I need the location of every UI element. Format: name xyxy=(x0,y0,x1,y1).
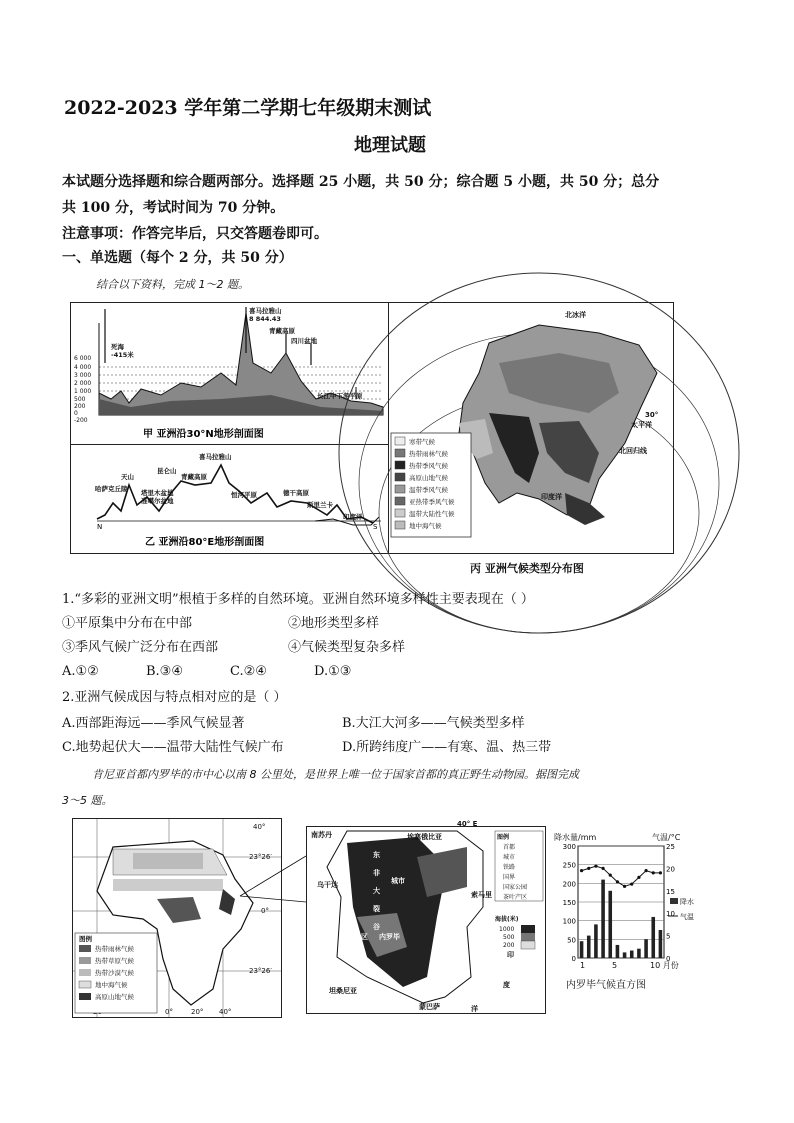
kenya-ocean: 度 xyxy=(503,981,510,989)
bing-label-indian-ocean: 印度洋 xyxy=(541,493,562,501)
bing-legend-item: 温带季风气候 xyxy=(409,486,448,494)
left-tick: 50 xyxy=(567,936,576,945)
jia-ytick: 500 xyxy=(74,396,86,403)
africa-legend-item: 高原山地气候 xyxy=(95,993,134,1001)
bing-label-arctic: 北冰洋 xyxy=(565,311,586,319)
q2-option-c: C.地势起伏大——温带大陆性气候广布 xyxy=(62,740,284,755)
jia-ytick: 2 000 xyxy=(74,380,92,387)
legend-swatch xyxy=(395,497,405,505)
jia-label-himalaya: 喜马拉雅山 xyxy=(249,307,282,315)
bing-label-30deg: 30° xyxy=(645,411,659,419)
legend-swatch xyxy=(395,461,405,469)
figure-africa-climate-map xyxy=(72,818,282,1018)
intro-line-1: 本试题分选择题和综合题两部分。选择题 25 小题，共 50 分；综合题 5 小题，共 50 分；总分 xyxy=(62,174,660,190)
figure-bing-asia-climate-map xyxy=(388,302,674,554)
legend-swatch xyxy=(395,485,405,493)
bing-legend-item: 亚热带季风气候 xyxy=(409,498,455,506)
africa-lon: 40° xyxy=(219,1008,232,1016)
right-tick: 10 xyxy=(666,910,675,919)
yi-label-deccan: 德干高原 xyxy=(283,489,309,497)
yi-label-tianshan: 天山 xyxy=(121,473,134,481)
chart-right-label: 气温/°C xyxy=(652,833,681,842)
jia-ytick: 200 xyxy=(74,403,86,410)
africa-map-svg xyxy=(73,819,281,1017)
legend-swatch xyxy=(395,449,405,457)
africa-legend-item: 地中海气候 xyxy=(95,981,128,989)
africa-legend-item: 热带草原气候 xyxy=(95,957,134,965)
q1-choice-c: C.②④ xyxy=(230,664,267,679)
group1-intro: 结合以下资料，完成 1～2 题。 xyxy=(96,278,249,291)
jia-ytick: 3 000 xyxy=(74,372,92,379)
precip-bar xyxy=(637,949,641,958)
africa-legend-item: 热带雨林气候 xyxy=(95,945,134,953)
bing-caption: 丙 亚洲气候类型分布图 xyxy=(470,562,584,575)
left-tick: 200 xyxy=(562,880,576,889)
yi-label-junggar: 准噶尔盆地 xyxy=(141,497,174,505)
q2-stem: 2.亚洲气候成因与特点相对应的是（ ） xyxy=(62,690,287,705)
connector-lines xyxy=(236,852,310,906)
right-tick: 5 xyxy=(666,932,671,941)
kenya-country: 坦桑尼亚 xyxy=(329,987,357,995)
bing-legend-item: 温带大陆性气候 xyxy=(409,510,455,518)
rift-char: 非 xyxy=(373,869,380,877)
bing-map-svg xyxy=(389,303,673,553)
yi-label-indian-ocean: 印度洋 xyxy=(343,513,363,521)
kenya-country: 埃塞俄比亚 xyxy=(407,833,442,841)
rift-char: 裂 xyxy=(373,905,380,913)
right-tick: 20 xyxy=(666,865,675,874)
africa-lat: 23°26′ xyxy=(249,967,272,975)
kenya-legend-item: 首都 xyxy=(503,844,516,851)
figure-kenya-map xyxy=(306,820,546,1014)
legend-swatch xyxy=(395,521,405,529)
kenya-place-mombasa: 蒙巴萨 xyxy=(419,1003,440,1011)
section-heading: 一、单选题（每个 2 分，共 50 分） xyxy=(62,250,293,266)
yi-label-sri-lanka: 斯里兰卡 xyxy=(307,501,333,509)
yi-axis-s: S xyxy=(373,523,378,531)
africa-legend-item: 热带沙漠气候 xyxy=(95,969,134,977)
bing-label-tropic: 北回归线 xyxy=(619,447,647,455)
right-tick: 15 xyxy=(666,887,675,896)
chart-legend: 气温 xyxy=(680,913,694,921)
precip-bar xyxy=(651,917,655,958)
kenya-legend-title: 图例 xyxy=(497,834,510,841)
chart-caption: 内罗毕气候直方图 xyxy=(566,980,646,991)
jia-ytick: 0 xyxy=(74,410,78,417)
notice: 注意事项：作答完毕后，只交答题卷即可。 xyxy=(62,226,328,242)
legend-swatch xyxy=(79,957,91,964)
yi-label-tibet: 青藏高原 xyxy=(181,473,207,481)
kenya-place-tea: 茶叶区 xyxy=(347,933,368,941)
q1-choice-d: D.①③ xyxy=(314,664,352,679)
q2-option-b: B.大江大河多——气候类型多样 xyxy=(342,716,525,731)
jia-ytick: 6 000 xyxy=(74,355,92,362)
chart-legend: 降水 xyxy=(680,898,694,906)
exam-title: 2022-2023 学年第二学期七年级期末测试 xyxy=(64,97,432,119)
intro-line-2: 共 100 分，考试时间为 70 分钟。 xyxy=(62,200,285,216)
q1-option-1: ①平原集中分布在中部 xyxy=(62,616,193,631)
legend-swatch xyxy=(79,981,91,988)
chart-left-label: 降水量/mm xyxy=(554,833,597,842)
kenya-elev: 200 xyxy=(503,942,515,949)
right-tick: 25 xyxy=(666,843,675,851)
q2-option-d: D.所跨纬度广——有寒、温、热三带 xyxy=(342,740,552,755)
bing-legend-item: 高原山地气候 xyxy=(409,474,448,482)
left-tick: 0 xyxy=(571,955,576,963)
kenya-country: 索马里 xyxy=(471,891,492,899)
left-tick: 150 xyxy=(562,899,576,907)
bing-legend-item: 寒带气候 xyxy=(409,438,435,446)
q2-option-a: A.西部距海远——季风气候显著 xyxy=(62,716,245,731)
precip-bar xyxy=(594,924,598,958)
chart-x-tick: 1 xyxy=(580,961,586,970)
group2-intro-line-1: 肯尼亚首都内罗毕的市中心以南 8 公里处，是世界上唯一位于国家首都的真正野生动物园。据图完成 xyxy=(92,768,579,781)
jia-label-tibet-plateau: 青藏高原 xyxy=(269,327,295,335)
kenya-country: 南苏丹 xyxy=(311,831,332,839)
yi-label-himalaya: 喜马拉雅山 xyxy=(199,453,232,461)
legend-swatch xyxy=(79,969,91,976)
kenya-ocean: 印 xyxy=(507,951,514,959)
precip-bar xyxy=(580,941,584,958)
kenya-elev-title: 海拔(米) xyxy=(495,916,519,923)
precip-bar xyxy=(616,945,620,958)
precip-bar xyxy=(644,939,648,958)
precip-bar xyxy=(587,936,591,958)
rift-char: 大 xyxy=(373,887,380,895)
jia-label-depth: -415米 xyxy=(111,351,134,359)
precip-bar xyxy=(608,891,612,958)
kenya-legend-item: 国界 xyxy=(503,874,516,881)
rift-char: 谷 xyxy=(373,923,380,931)
legend-swatch xyxy=(395,437,405,445)
left-tick: 250 xyxy=(562,861,576,870)
yi-profile-svg xyxy=(71,445,389,553)
kenya-ocean: 洋 xyxy=(471,1005,478,1013)
nairobi-climate-chart xyxy=(552,830,696,998)
kenya-top-label: 40° E xyxy=(457,820,478,828)
precip-bar xyxy=(601,880,605,958)
precip-bar xyxy=(659,930,663,958)
legend-swatch xyxy=(79,993,91,1000)
right-tick: 0 xyxy=(666,955,671,963)
precip-bar xyxy=(623,952,627,958)
left-tick: 100 xyxy=(562,917,576,926)
bing-legend-item: 热带季风气候 xyxy=(409,462,448,470)
africa-legend-title: 图例 xyxy=(79,935,92,943)
jia-label-dead-sea: 死海 xyxy=(111,343,124,351)
bing-label-pacific: 太平洋 xyxy=(631,421,652,429)
elev-swatch xyxy=(521,933,535,941)
q1-choice-b: B.③④ xyxy=(146,664,183,679)
figure-yi-profile-80e xyxy=(70,444,390,554)
q1-option-4: ④气候类型复杂多样 xyxy=(288,640,406,655)
legend-swatch xyxy=(395,473,405,481)
elev-swatch xyxy=(521,941,535,949)
legend-swatch xyxy=(79,945,91,952)
bing-legend-item: 地中海气候 xyxy=(409,522,442,530)
jia-label-sichuan-basin: 四川盆地 xyxy=(291,337,317,345)
kenya-legend-item: 国家公园 xyxy=(503,884,528,891)
yi-caption: 乙 亚洲沿80°E地形剖面图 xyxy=(145,537,265,548)
africa-lat: 40° xyxy=(253,823,266,831)
africa-lat: 0° xyxy=(261,907,269,915)
jia-label-yangtze-plain: 长江中下游平原 xyxy=(317,392,363,400)
jia-ytick: -200 xyxy=(74,417,88,424)
chart-x-tick: 10 月份 xyxy=(650,961,679,970)
africa-lon: 20° xyxy=(191,1008,204,1016)
q1-stem: 1.“多彩的亚洲文明”根植于多样的自然环境。亚洲自然环境多样性主要表现在（ ） xyxy=(62,592,534,607)
kenya-country: 乌干达 xyxy=(317,881,338,889)
legend-precip-swatch xyxy=(670,898,678,904)
yi-label-kazakh-hills: 哈萨克丘陵 xyxy=(95,485,128,493)
kenya-legend-item: 城市 xyxy=(503,854,516,861)
africa-lat: 23°26′ xyxy=(249,853,272,861)
kenya-place-nairobi: 内罗毕 xyxy=(379,933,400,941)
bing-legend-item: 热带雨林气候 xyxy=(409,450,448,458)
legend-swatch xyxy=(395,509,405,517)
kenya-map-svg xyxy=(307,820,545,1013)
q1-option-2: ②地形类型多样 xyxy=(288,616,380,631)
yi-label-kunlun: 昆仑山 xyxy=(157,467,177,475)
kenya-legend-item: 铁路 xyxy=(503,864,516,871)
precip-bar xyxy=(630,951,634,958)
group2-intro-line-2: 3～5 题。 xyxy=(62,794,113,807)
yi-axis-n: N xyxy=(97,523,103,531)
rift-char: 东 xyxy=(373,851,380,859)
africa-lon: 0° xyxy=(165,1008,173,1016)
jia-ytick: 1 000 xyxy=(74,388,92,395)
kenya-elev: 500 xyxy=(503,934,515,941)
kenya-elev: 1000 xyxy=(499,926,515,933)
q1-option-3: ③季风气候广泛分布在西部 xyxy=(62,640,219,655)
left-tick: 300 xyxy=(562,843,576,851)
jia-ytick: 4 000 xyxy=(74,364,92,371)
jia-caption: 甲 亚洲沿30°N地形剖面图 xyxy=(143,429,264,440)
yi-label-ganges: 恒河平原 xyxy=(231,491,257,499)
chart-x-tick: 5 xyxy=(612,961,618,970)
kenya-legend-item: 茶叶产区 xyxy=(503,894,528,901)
elev-swatch xyxy=(521,925,535,933)
yi-label-tarim-basin: 塔里木盆地 xyxy=(141,489,174,497)
q1-choice-a: A.①② xyxy=(62,664,99,679)
subject-title: 地理试题 xyxy=(354,135,426,156)
kenya-place-city: 城市 xyxy=(391,877,405,885)
jia-label-peak-height: 8 844.43 xyxy=(249,315,281,323)
